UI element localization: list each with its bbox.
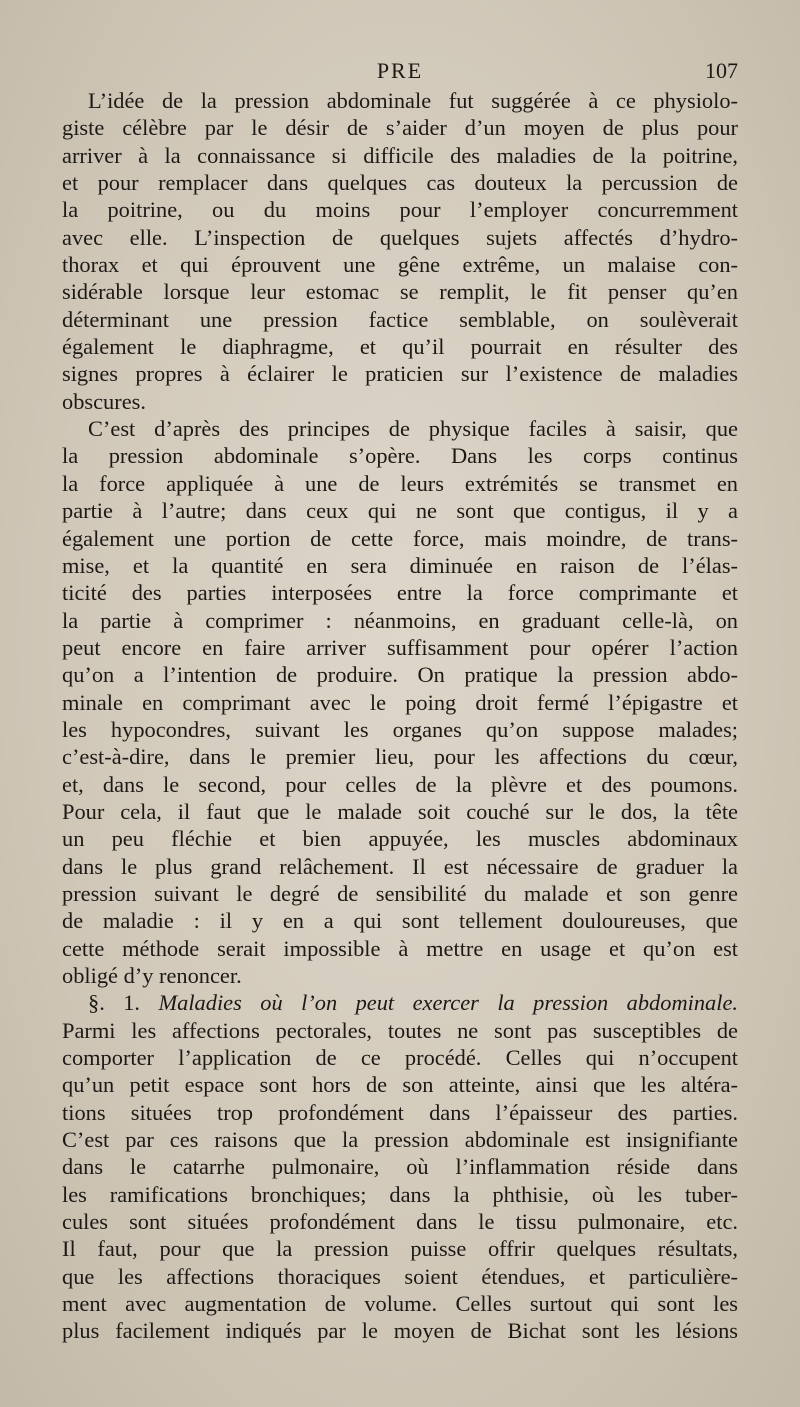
text-line: qu’un petit espace sont hors de son atteinte, ainsi que les altéra- — [62, 1072, 738, 1098]
text-line: partie à l’autre; dans ceux qui ne sont que contigus, il y a — [62, 498, 738, 524]
text-line: obligé d’y renoncer. — [62, 963, 242, 988]
text-line: c’est-à-dire, dans le premier lieu, pour les affections du cœur, — [62, 744, 738, 770]
text-line: C’est par ces raisons que la pression abdominale est insignifiante — [62, 1127, 738, 1153]
text-line: dans le plus grand relâchement. Il est nécessaire de graduer la — [62, 853, 738, 879]
text-line: et pour remplacer dans quelques cas douteux la percussion de — [62, 170, 738, 196]
text-line: C’est d’après des principes de physique faciles à saisir, que — [88, 416, 738, 442]
text-line: minale en comprimant avec le poing droit fermé l’épigastre et — [62, 689, 738, 715]
text-line: cules sont situées profondément dans le tissu pulmonaire, etc. — [62, 1209, 738, 1235]
text-line: Il faut, pour que la pression puisse offrir quelques résultats, — [62, 1236, 738, 1262]
page-number: 107 — [705, 58, 738, 83]
text-line: déterminant une pression factice semblable, on soulèverait — [62, 306, 738, 332]
text-line: la pression abdominale s’opère. Dans les corps continus — [62, 443, 738, 469]
running-title: PRE — [376, 58, 424, 83]
text-line: comporter l’application de ce procédé. Celles qui n’occupent — [62, 1045, 738, 1071]
text-line: et, dans le second, pour celles de la plèvre et des poumons. — [62, 771, 738, 797]
text-line: ment avec augmentation de volume. Celles surtout qui sont les — [62, 1291, 738, 1317]
text-line: peut encore en faire arriver suffisamment pour opérer l’action — [62, 634, 738, 660]
text-line: cette méthode serait impossible à mettre en usage et qu’on est — [62, 935, 738, 961]
text-line: de maladie : il y en a qui sont tellement douloureuses, que — [62, 908, 738, 934]
section-heading — [62, 989, 738, 1016]
text-line: la force appliquée à une de leurs extrémités se transmet en — [62, 470, 738, 496]
text-line: L’idée de la pression abdominale fut suggérée à ce physiolo- — [88, 88, 738, 113]
text-line: signes propres à éclairer le praticien sur l’existence de maladies — [62, 361, 738, 387]
text-line: pression suivant le degré de sensibilité du malade et son genre — [62, 880, 738, 906]
text-line: plus facilement indiqués par le moyen de Bichat sont les lésions — [62, 1318, 738, 1344]
section-title: Maladies où l’on peut exercer la pression abdominale. — [158, 990, 738, 1016]
text-line: les ramifications bronchiques; dans la phthisie, où les tuber- — [62, 1181, 738, 1207]
text-line: arriver à la connaissance si difficile des maladies de la poitrine, — [62, 142, 738, 168]
text-line: ticité des parties interposées entre la force comprimante et — [62, 580, 738, 606]
text-line: qu’on a l’intention de produire. On pratique la pression abdo- — [62, 662, 738, 688]
text-line: dans le catarrhe pulmonaire, où l’inflammation réside dans — [62, 1154, 738, 1180]
text-line: que les affections thoraciques soient étendues, et particulière- — [62, 1263, 738, 1289]
section-number: §. 1. — [88, 990, 141, 1016]
text-line: également le diaphragme, et qu’il pourrait en résulter des — [62, 334, 738, 360]
text-line: la poitrine, ou du moins pour l’employer concurremment — [62, 197, 738, 223]
text-line: également une portion de cette force, mais moindre, de trans- — [62, 525, 738, 551]
text-line: giste célèbre par le désir de s’aider d’un moyen de plus pour — [62, 115, 738, 141]
text-line: mise, et la quantité en sera diminuée en raison de l’élas- — [62, 552, 738, 578]
text-line: thorax et qui éprouvent une gêne extrême, un malaise con- — [62, 252, 738, 278]
body-text — [62, 87, 738, 1345]
text-line: un peu fléchie et bien appuyée, les muscles abdominaux — [62, 826, 738, 852]
text-line: obscures. — [62, 388, 146, 414]
text-line: la partie à comprimer : néanmoins, en graduant celle-là, on — [62, 607, 738, 633]
text-line: sidérable lorsque leur estomac se remplit, le fit penser qu’en — [62, 279, 738, 305]
text-line: Parmi les affections pectorales, toutes ne sont pas susceptibles de — [62, 1017, 738, 1043]
text-line: Pour cela, il faut que le malade soit couché sur le dos, la tête — [62, 798, 738, 824]
text-line: les hypocondres, suivant les organes qu’on suppose malades; — [62, 716, 738, 742]
text-line: avec elle. L’inspection de quelques sujets affectés d’hydro- — [62, 224, 738, 250]
text-line: tions situées trop profondément dans l’épaisseur des parties. — [62, 1099, 738, 1125]
